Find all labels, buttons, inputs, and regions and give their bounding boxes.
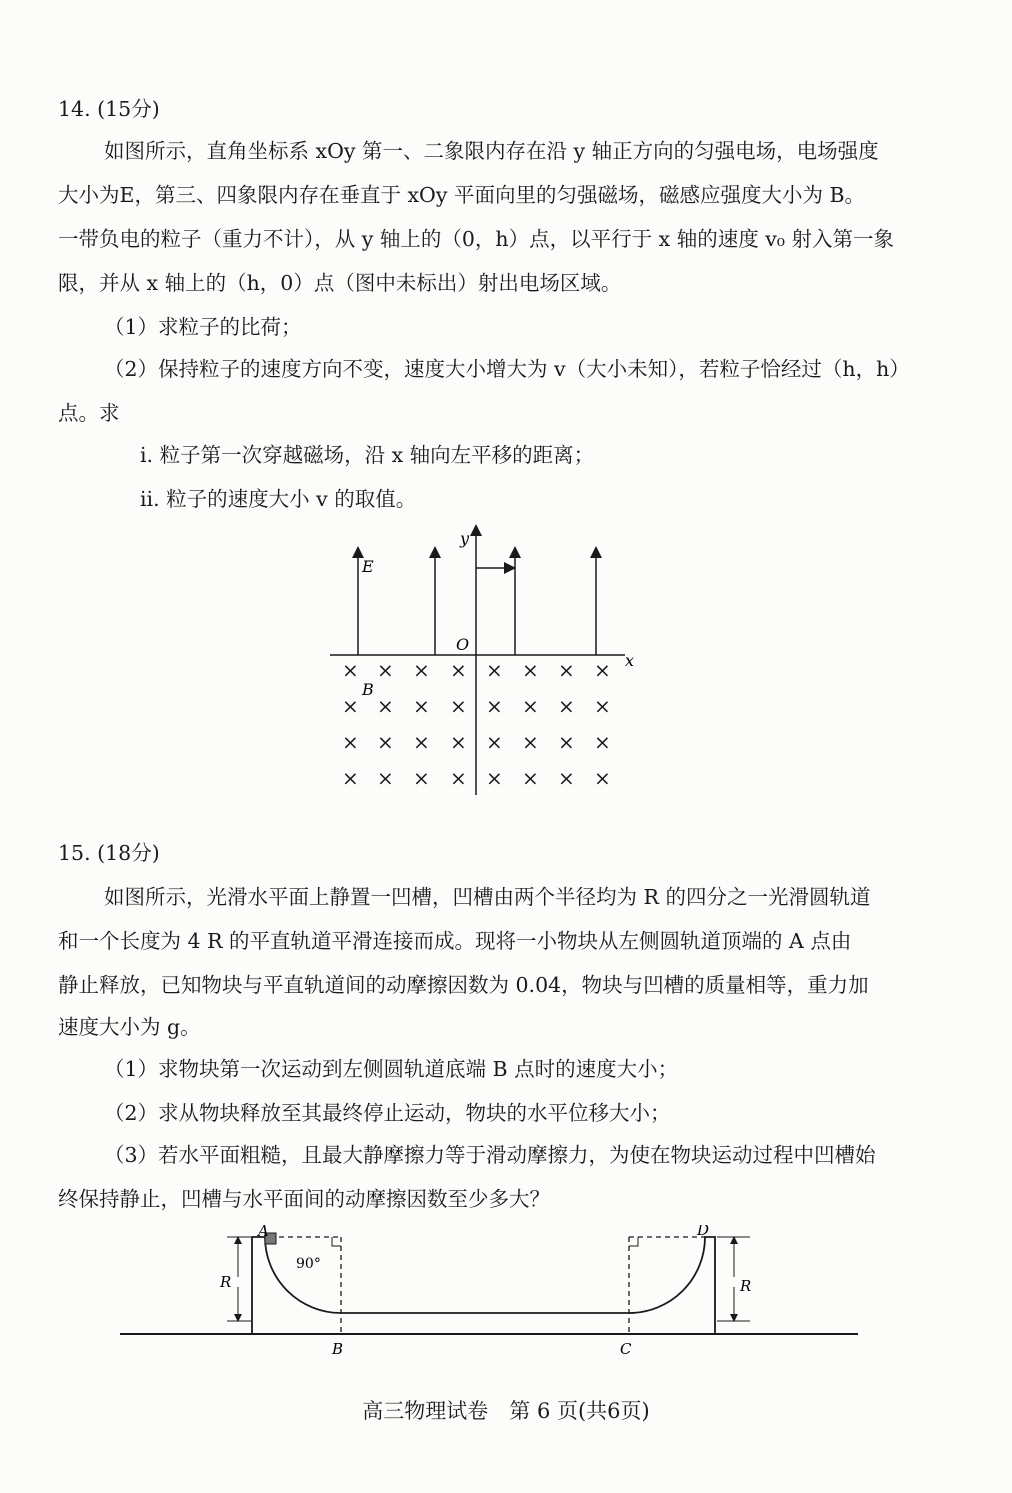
label-angle: 90° bbox=[296, 1256, 321, 1272]
field-b-label: B bbox=[362, 680, 374, 699]
q15-figure bbox=[110, 1225, 870, 1365]
svg-text:×: × bbox=[413, 658, 430, 682]
q14-part-1: （1）求粒子的比荷； bbox=[104, 315, 302, 339]
label-a: A bbox=[258, 1225, 269, 1240]
field-e-label: E bbox=[362, 557, 374, 576]
q14-line-3: 一带负电的粒子（重力不计），从 y 轴上的（0，h）点，以平行于 x 轴的速度 v₀ 射入第一象 bbox=[58, 227, 895, 251]
svg-text:×: × bbox=[413, 694, 430, 718]
svg-text:×: × bbox=[594, 694, 611, 718]
q15-part-3-cont: 终保持静止，凹槽与水平面间的动摩擦因数至少多大？ bbox=[58, 1187, 550, 1211]
svg-text:×: × bbox=[450, 694, 467, 718]
svg-text:×: × bbox=[594, 658, 611, 682]
svg-text:×: × bbox=[342, 658, 359, 682]
q14-figure bbox=[320, 520, 650, 800]
x-axis-label: x bbox=[625, 651, 635, 670]
q15-heading: 15. (18分) bbox=[58, 841, 160, 865]
label-b: B bbox=[332, 1340, 344, 1358]
q14-line-2: 大小为E，第三、四象限内存在垂直于 xOy 平面向里的匀强磁场，磁感应强度大小为 B。 bbox=[58, 183, 866, 207]
svg-text:×: × bbox=[558, 658, 575, 682]
q14-part-2: （2）保持粒子的速度方向不变，速度大小增大为 v（大小未知），若粒子恰经过（h，h） bbox=[104, 357, 910, 381]
label-r-left: R bbox=[220, 1273, 232, 1291]
page-footer: 高三物理试卷 第 6 页(共6页) bbox=[362, 1399, 650, 1423]
q15-part-3: （3）若水平面粗糙，且最大静摩擦力等于滑动摩擦力，为使在物块运动过程中凹槽始 bbox=[104, 1143, 876, 1167]
svg-text:×: × bbox=[594, 766, 611, 790]
q14-heading: 14. (15分) bbox=[58, 97, 160, 121]
svg-text:×: × bbox=[522, 730, 539, 754]
svg-text:×: × bbox=[413, 730, 430, 754]
svg-text:×: × bbox=[342, 766, 359, 790]
q15-line-4: 速度大小为 g。 bbox=[58, 1015, 201, 1039]
svg-text:×: × bbox=[377, 658, 394, 682]
origin-label: O bbox=[456, 635, 470, 654]
q14-line-1: 如图所示，直角坐标系 xOy 第一、二象限内存在沿 y 轴正方向的匀强电场，电场强度 bbox=[104, 139, 879, 163]
svg-text:×: × bbox=[594, 730, 611, 754]
q14-line-4: 限，并从 x 轴上的（h，0）点（图中未标出）射出电场区域。 bbox=[58, 271, 622, 295]
svg-text:×: × bbox=[377, 694, 394, 718]
svg-text:×: × bbox=[342, 730, 359, 754]
q15-part-2: （2）求从物块释放至其最终停止运动，物块的水平位移大小； bbox=[104, 1101, 671, 1125]
q15-line-3: 静止释放，已知物块与平直轨道间的动摩擦因数为 0.04，物块与凹槽的质量相等，重力加 bbox=[58, 973, 869, 997]
groove bbox=[252, 1237, 715, 1334]
label-d: D bbox=[697, 1225, 710, 1239]
q14-part-2-cont: 点。求 bbox=[58, 401, 120, 425]
q15-line-2: 和一个长度为 4 R 的平直轨道平滑连接而成。现将一小物块从左侧圆轨道顶端的 A 点由 bbox=[58, 929, 852, 953]
q15-line-1: 如图所示，光滑水平面上静置一凹槽，凹槽由两个半径均为 R 的四分之一光滑圆轨道 bbox=[104, 885, 871, 909]
svg-text:×: × bbox=[558, 766, 575, 790]
label-c: C bbox=[620, 1340, 632, 1358]
svg-text:×: × bbox=[450, 730, 467, 754]
label-r-right: R bbox=[740, 1277, 752, 1295]
svg-text:×: × bbox=[522, 766, 539, 790]
q14-sub-i: ⅰ. 粒子第一次穿越磁场，沿 x 轴向左平移的距离； bbox=[140, 443, 595, 467]
svg-text:×: × bbox=[450, 658, 467, 682]
svg-text:×: × bbox=[522, 658, 539, 682]
svg-text:×: × bbox=[342, 694, 359, 718]
q15-part-1: （1）求物块第一次运动到左侧圆轨道底端 B 点时的速度大小； bbox=[104, 1057, 679, 1081]
svg-text:×: × bbox=[486, 694, 503, 718]
svg-text:×: × bbox=[486, 658, 503, 682]
svg-text:×: × bbox=[450, 766, 467, 790]
svg-text:×: × bbox=[486, 730, 503, 754]
y-axis-label: y bbox=[460, 529, 470, 548]
svg-text:×: × bbox=[558, 694, 575, 718]
svg-text:×: × bbox=[377, 730, 394, 754]
svg-text:×: × bbox=[413, 766, 430, 790]
q14-sub-ii: ⅱ. 粒子的速度大小 v 的取值。 bbox=[140, 487, 417, 511]
svg-text:×: × bbox=[486, 766, 503, 790]
svg-text:×: × bbox=[522, 694, 539, 718]
svg-text:×: × bbox=[377, 766, 394, 790]
svg-text:×: × bbox=[558, 730, 575, 754]
